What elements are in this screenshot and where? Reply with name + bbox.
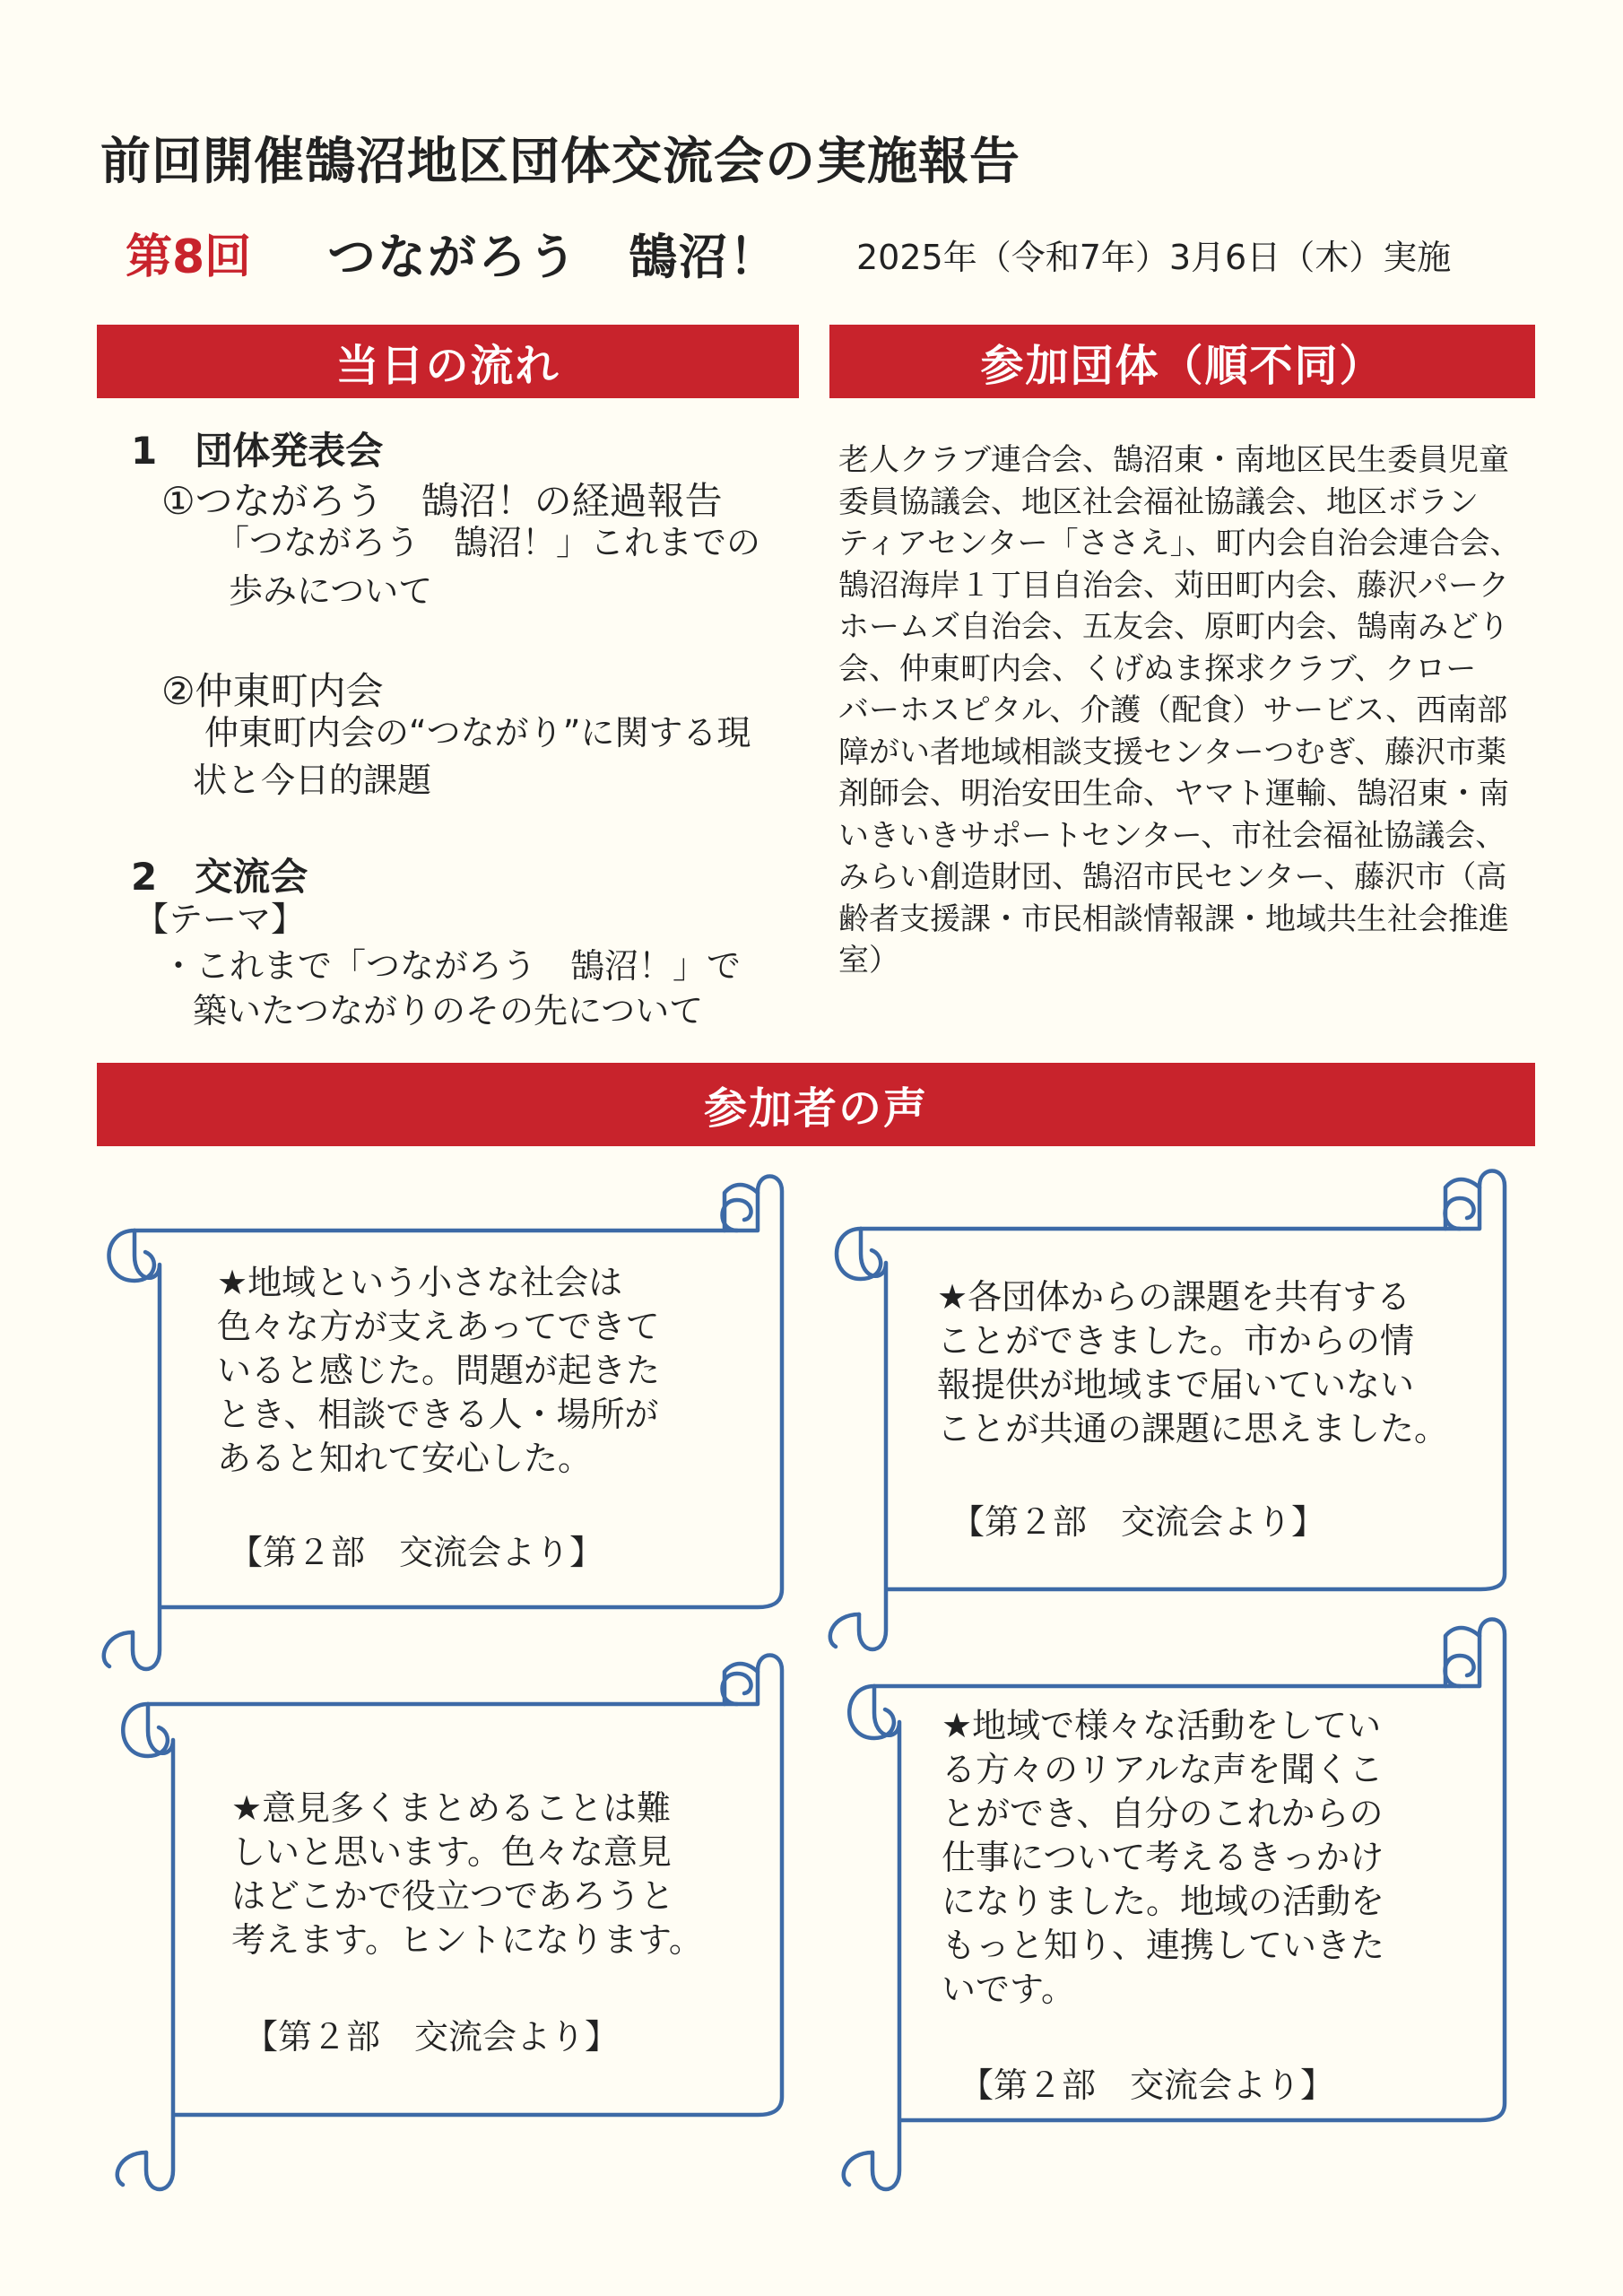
note-line: 仕事について考えるきっかけ: [942, 1838, 1384, 1877]
groups-line: 会、仲東町内会、くげぬま探求クラブ、クロー: [838, 650, 1477, 687]
note-line: ことができました。市からの情: [937, 1321, 1415, 1361]
groups-line: ホームズ自治会、五友会、原町内会、鵠南みどり: [838, 609, 1509, 645]
note-line: になりました。地域の活動を: [942, 1882, 1385, 1921]
note-line: る方々のリアルな声を聞くこ: [942, 1750, 1384, 1789]
groups-line: 齢者支援課・市民相談情報課・地域共生社会推進: [838, 900, 1509, 937]
event-name: つながろう 鵠沼！: [327, 229, 779, 285]
page-title: 前回開催鵠沼地区団体交流会の実施報告: [100, 133, 1020, 191]
voices-heading: 参加者の声: [97, 1063, 1535, 1146]
note-line: とができ、自分のこれからの: [942, 1794, 1384, 1833]
flow-item2-line1: 仲東町内会の“つながり”に関する現: [204, 713, 751, 752]
flow-section2-title: 2 交流会: [131, 855, 308, 899]
note-line: あると知れて安心した。: [217, 1439, 593, 1478]
flow-theme-line1: ・これまで「つながろう 鵠沼！」で: [161, 946, 742, 986]
note-2-source: 【第２部 交流会より】: [950, 1502, 1326, 1542]
flow-item1-line2: 歩みについて: [229, 571, 433, 611]
voice-note-3: [231, 1787, 703, 1962]
groups-line: 鵠沼海岸１丁目自治会、苅田町内会、藤沢パーク: [838, 567, 1509, 604]
voice-note-4: [942, 1704, 1384, 2012]
note-line: もっと知り、連携していきた: [942, 1926, 1385, 1965]
flow-item1-line1: 「つながろう 鵠沼！」これまでの: [215, 523, 761, 562]
note-line: はどこかで役立つであろうと: [231, 1876, 675, 1916]
note-line: 考えます。ヒントになります。: [231, 1920, 703, 1960]
groups-line: 老人クラブ連合会、鵠沼東・南地区民生委員児童: [838, 442, 1509, 478]
groups-heading: 参加団体（順不同）: [829, 325, 1535, 398]
note-line: ことが共通の課題に思えました。: [937, 1409, 1449, 1448]
note-line: しいと思います。色々な意見: [231, 1832, 672, 1872]
flow-item2-title: ②仲東町内会: [161, 669, 384, 713]
flow-heading: 当日の流れ: [97, 325, 799, 398]
note-line: ★意見多くまとめることは難: [231, 1788, 672, 1828]
note-line: 色々な方が支えあってできて: [217, 1307, 660, 1346]
flow-section1-title: 1 団体発表会: [131, 429, 384, 473]
note-line: ★地域という小さな社会は: [217, 1263, 623, 1302]
note-1-source: 【第２部 交流会より】: [229, 1533, 604, 1572]
groups-line: バーホスピタル、介護（配食）サービス、西南部: [838, 692, 1508, 728]
event-date: 2025年（令和7年）3月6日（木）実施: [856, 238, 1452, 277]
groups-line: ティアセンター「ささえ」、町内会自治会連合会、: [838, 526, 1521, 561]
groups-line: 障がい者地域相談支援センターつむぎ、藤沢市薬: [838, 734, 1507, 770]
note-line: 報提供が地域まで届いていない: [937, 1365, 1415, 1405]
flow-item1-title: ①つながろう 鵠沼！の経過報告: [161, 479, 723, 523]
flow-item2-line2: 状と今日的課題: [193, 761, 432, 800]
edition-label: 第8回: [126, 230, 252, 284]
note-line: いです。: [942, 1970, 1075, 2009]
note-3-source: 【第２部 交流会より】: [244, 2017, 620, 2057]
voice-note-1: [217, 1261, 660, 1481]
groups-line: 剤師会、明治安田生命、ヤマト運輸、鵠沼東・南: [838, 776, 1509, 812]
note-4-source: 【第２部 交流会より】: [959, 2066, 1335, 2105]
note-line: とき、相談できる人・場所が: [217, 1395, 659, 1434]
note-line: ★各団体からの課題を共有する: [937, 1277, 1411, 1317]
note-line: ★地域で様々な活動をしてい: [942, 1706, 1382, 1745]
voice-note-2: [937, 1275, 1448, 1451]
flow-theme-line2: 築いたつながりのその先について: [193, 991, 704, 1031]
groups-line: いきいきサポートセンター、市社会福祉協議会、: [838, 817, 1506, 854]
note-line: いると感じた。問題が起きた: [217, 1351, 661, 1390]
flow-theme-label: 【テーマ】: [135, 900, 306, 939]
groups-line: 室）: [838, 943, 899, 978]
groups-line: みらい創造財団、鵠沼市民センター、藤沢市（高: [838, 859, 1507, 895]
groups-line: 委員協議会、地区社会福祉協議会、地区ボラン: [838, 483, 1479, 520]
